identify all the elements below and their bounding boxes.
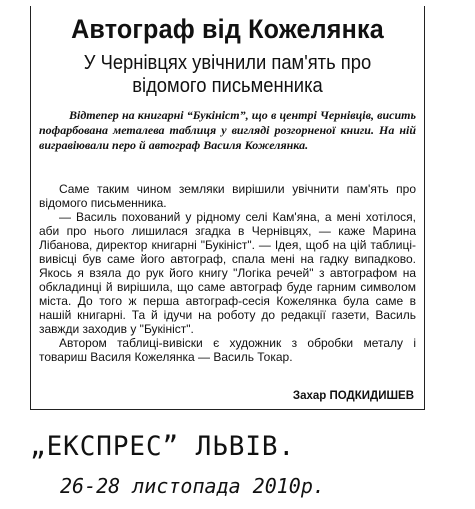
subtitle-line-2: відомого письменника	[132, 75, 323, 97]
body-paragraph: — Василь похований у рідному селі Кам'яна, а мені хотілося, аби про нього лишилася згадка в Чернівцях, — каже Марина Лібанова, директор книгарні "Букініст". — Ідея, щоб на цій таблиці-вивісці був саме його автограф, спала мені на гадку випадково. Якось я взяла до рук його книгу "Логіка речей" з автографом на обкладинці й вирішила, що саме автограф буде гарним символом міста. До того ж перша автограф-сесія Кожелянка була саме в нашій книгарні. Та й ідучи на роботу до редакції газети, Василь завжди заходив у "Букініст".	[39, 210, 416, 336]
article-lead: Відтепер на книгарні “Букініст”, що в центрі Чернівців, висить пофарбована металева таблиця у вигляді розгорненої книги. На ній вигравіювали перо й автограф Василя Кожелянка.	[39, 108, 416, 152]
article-author: Захар ПОДКИДИШЕВ	[292, 390, 414, 402]
body-paragraph: Саме таким чином земляки вирішили увічнити пам'ять про відомого письменника.	[39, 182, 416, 210]
subtitle-line-1: У Чернівцях увічнили пам'ять про	[83, 52, 372, 74]
handwritten-date: 26-28 листопада 2010р.	[60, 474, 325, 498]
body-paragraph: Автором таблиці-вивіски є художник з обробки металу і товариш Василя Кожелянка — Василь Токар.	[39, 336, 416, 364]
article-title: Автограф від Кожелянка	[71, 14, 384, 44]
article-body	[39, 182, 416, 364]
handwritten-source: „ЕКСПРЕС” ЛЬВІВ.	[30, 431, 296, 462]
newspaper-clipping	[30, 6, 425, 410]
article-subtitle	[47, 52, 409, 98]
